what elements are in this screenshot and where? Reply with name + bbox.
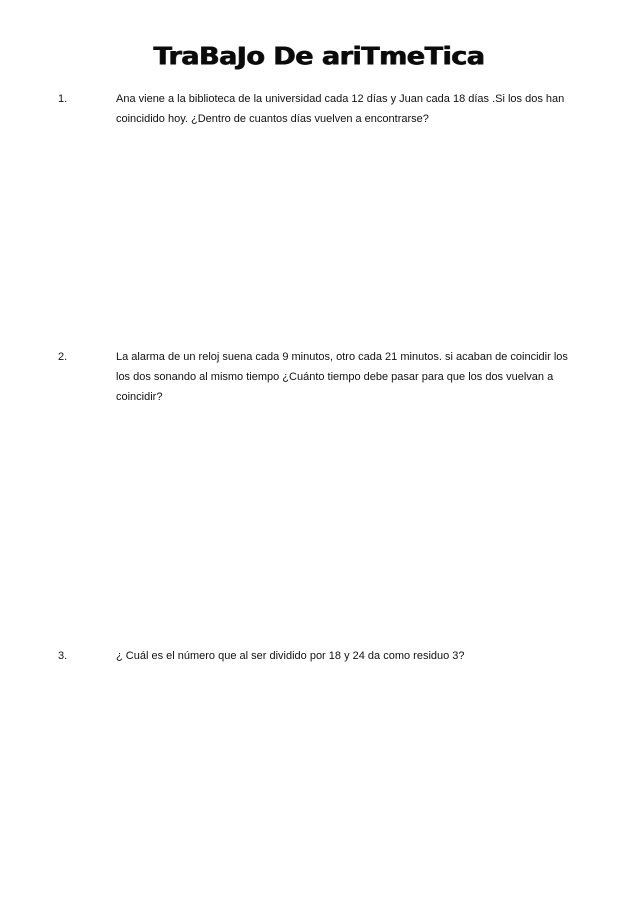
- question-1-text: Ana viene a la biblioteca de la universidad cada 12 días y Juan cada 18 días .Si los dos han coincidido hoy. ¿Dentro de cuantos días vuelven a encontrarse?: [116, 93, 565, 125]
- document-title: [0, 40, 638, 74]
- document-title-text: TraBaJo De ariTmeTica: [153, 42, 485, 71]
- question-3-number: 3.: [58, 650, 68, 662]
- question-2-number: 2.: [58, 351, 68, 363]
- question-2-text: La alarma de un reloj suena cada 9 minutos, otro cada 21 minutos. si acaban de coincidir los los dos sonando al mismo tiempo ¿Cuánto tiempo debe pasar para que los dos vuelvan a coincidir?: [116, 351, 568, 403]
- question-3-text: ¿ Cuál es el número que al ser dividido por 18 y 24 da como residuo 3?: [116, 650, 465, 662]
- question-1-number: 1.: [58, 93, 68, 105]
